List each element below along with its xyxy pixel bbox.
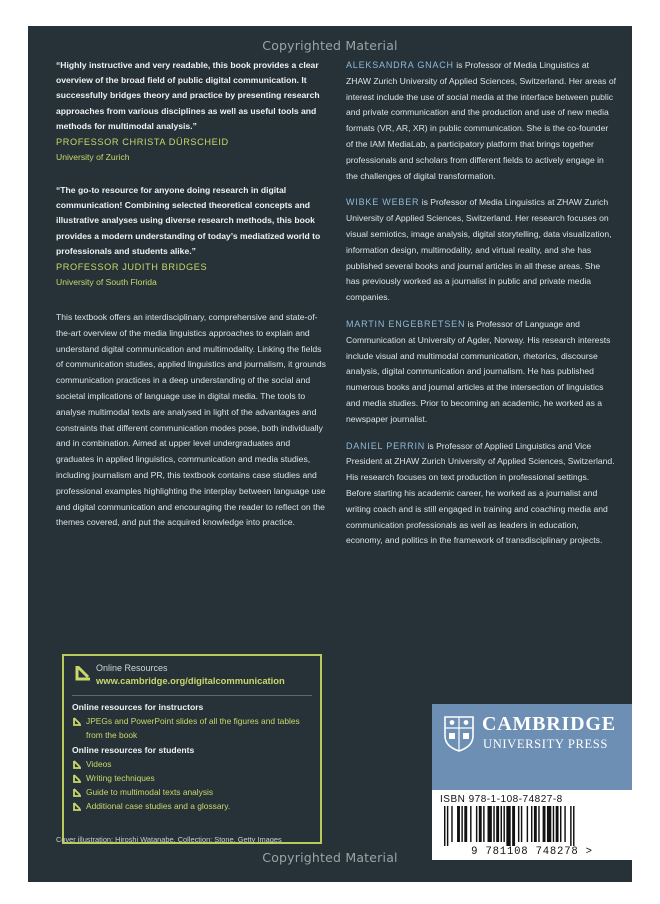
online-resources-header xyxy=(72,662,312,692)
endorser-affiliation: University of South Florida xyxy=(56,277,157,288)
cover-illustration-credit: Cover illustration: Hiroshi Watanabe, Collection: Stone, Getty Images xyxy=(56,835,282,844)
arrow-down-right-icon xyxy=(74,664,92,682)
endorser-name: PROFESSOR JUDITH BRIDGES xyxy=(56,262,208,273)
author-bio-text: is Professor of Media Linguistics at ZHAW Zurich University of Applied Sciences, Switzerland. Her research focuses on visual semiotics, image analysis, digital storytelling, data visualization, information design, multimodality, and virtual reality, and she has published several books and journal articles in all these areas. She has previously worked as a journalist in public and private media companies. xyxy=(346,197,612,303)
author-bio xyxy=(346,439,616,550)
author-bio xyxy=(346,58,616,184)
barcode-bar xyxy=(501,806,502,842)
barcode-bar xyxy=(543,806,546,842)
author-name: WIBKE WEBER xyxy=(346,197,420,208)
watermark-top: Copyrighted Material xyxy=(262,38,398,53)
publisher-subname: UNIVERSITY PRESS xyxy=(483,737,608,751)
endorsement-2 xyxy=(56,183,326,290)
watermark-bottom: Copyrighted Material xyxy=(262,850,398,865)
barcode-image xyxy=(440,806,624,846)
instructors-heading: Online resources for instructors xyxy=(72,702,204,712)
barcode-bar xyxy=(451,806,452,842)
endorser-affiliation: University of Zurich xyxy=(56,152,130,163)
barcode-bar xyxy=(488,806,492,842)
arrow-marker-icon xyxy=(73,717,82,726)
resource-item xyxy=(72,771,312,785)
resource-item-label: JPEGs and PowerPoint slides of all the figures and tables from the book xyxy=(86,716,300,740)
author-name: ALEKSANDRA GNACH xyxy=(346,60,454,70)
endorsement-quote: “Highly instructive and very readable, this book provides a clear overview of the broad field of public digital communication. It successfully bridges theory and practice by presenting research approaches from various disciplines as well as useful tools and methods for multimodal analysis.” xyxy=(56,60,320,131)
resource-item xyxy=(72,757,312,771)
divider xyxy=(72,695,312,696)
author-name: DANIEL PERRIN xyxy=(346,440,426,451)
resource-item-label: Videos xyxy=(86,759,112,769)
arrow-marker-icon xyxy=(73,802,82,811)
online-resources-url[interactable]: www.cambridge.org/digitalcommunication xyxy=(96,675,285,686)
barcode-bar xyxy=(512,806,515,846)
arrow-marker-icon xyxy=(73,788,82,797)
resource-item-label: Guide to multimodal texts analysis xyxy=(86,787,214,797)
barcode-bar xyxy=(503,806,504,842)
online-resources-title: Online Resources xyxy=(96,663,168,673)
isbn-label: ISBN 978-1-108-74827-8 xyxy=(440,794,563,805)
barcode-bar xyxy=(547,806,551,842)
publisher-logo xyxy=(432,704,632,790)
book-back-cover xyxy=(28,26,632,882)
left-column xyxy=(56,58,326,531)
author-name: MARTIN ENGEBRETSEN xyxy=(346,318,466,329)
endorsement-1 xyxy=(56,58,326,165)
arrow-marker-icon xyxy=(73,774,82,783)
barcode-bar xyxy=(479,806,482,842)
book-description: This textbook offers an interdisciplinary, comprehensive and state-of-the-art overview of the media linguistics approaches to explain and understand digital communication and multimodality. Linking the fields of communication studies, applied linguistics and journalism, it grounds communication practices in a deep understanding of the social and societal implications of language use in digital media. The tools to analyse multimodal texts are analysed in light of the advantages and constraints that different communication modes pose, both individually and in combination. Aimed at upper level undergraduates and graduates in applied linguistics, communication and media studies, including journalism and PR, this textbook contains case studies and professional examples highlighting the interplay between language use and digital communication and encouraging the reader to reflect on the themes covered, and put the acquired knowledge into practice. xyxy=(56,312,326,528)
barcode-bar xyxy=(521,806,522,842)
barcode-bar xyxy=(534,806,537,842)
author-bio xyxy=(346,317,616,428)
resource-item-label: Writing techniques xyxy=(86,773,155,783)
barcode-bar xyxy=(506,806,510,846)
resource-item-label: Additional case studies and a glossary. xyxy=(86,801,231,811)
arrow-marker-icon xyxy=(73,760,82,769)
online-resources-box xyxy=(62,654,322,844)
author-bio-text: is Professor of Media Linguistics at ZHAW Zurich University of Applied Sciences, Switzerland. Her areas of interest include the use of social media at the interface between public and private communication and the production and use of new media formats (VR, AR, XR) in public communication. She is the co-founder of the IAM MediaLab, a participatory platform that brings together professionals and scholars from different fields to actively engage in the challenges of digital transformation. xyxy=(346,60,617,181)
barcode-bar xyxy=(553,806,554,842)
author-bio xyxy=(346,195,616,306)
barcode-bar xyxy=(531,806,532,842)
barcode-bar xyxy=(564,806,565,842)
barcode-bar xyxy=(556,806,559,842)
barcode-number: 9 781108 748278 > xyxy=(471,846,593,858)
barcode-bar xyxy=(483,806,484,842)
author-bio-text: is Professor of Applied Linguistics and Vice President at ZHAW Zurich University of Applied Sciences, Switzerland. His research focuses on text production in professional settings. Before starting his academic career, he worked as a journalist and writing coach and is still engaged in training and coaching media and communication professionals as well as leaders in education, economy, and politics in the framework of transdisciplinary projects. xyxy=(346,440,615,546)
barcode-bar xyxy=(527,806,528,842)
author-bio-text: is Professor of Language and Communication at University of Agder, Norway. His research interests include visual and multimodal communication, rhetorics, discourse analysis, digital communication and journalism. He has published numerous books and journal articles at the intersection of linguistics and media studies. Prior to becoming an academic, he worked as a newspaper journalist. xyxy=(346,318,611,424)
barcode-bar xyxy=(457,806,460,842)
resource-item xyxy=(72,714,312,742)
barcode-bar xyxy=(560,806,561,842)
endorsement-quote: “The go-to resource for anyone doing research in digital communication! Combining selected theoretical concepts and illustrative analyses using diverse research methods, this book provides a modern understanding of today’s mediatized world to professionals and students alike.” xyxy=(56,185,321,256)
barcode-bar xyxy=(570,806,571,846)
barcode-bar xyxy=(573,806,574,846)
barcode-bar xyxy=(518,806,519,842)
barcode-bar xyxy=(476,806,477,842)
crest-shield-icon xyxy=(444,716,474,752)
publisher-name: CAMBRIDGE xyxy=(482,713,616,735)
right-column xyxy=(346,58,616,560)
resource-item xyxy=(72,799,312,813)
barcode-bar xyxy=(496,806,499,842)
barcode-bar xyxy=(447,806,448,846)
barcode-bar xyxy=(493,806,494,842)
endorser-name: PROFESSOR CHRISTA DÜRSCHEID xyxy=(56,137,229,148)
students-heading: Online resources for students xyxy=(72,745,195,755)
barcode-bar xyxy=(470,806,471,842)
barcode-bar xyxy=(538,806,539,842)
barcode-bar xyxy=(464,806,467,842)
barcode-bar xyxy=(444,806,445,846)
barcode-bar xyxy=(461,806,462,842)
resource-item xyxy=(72,785,312,799)
